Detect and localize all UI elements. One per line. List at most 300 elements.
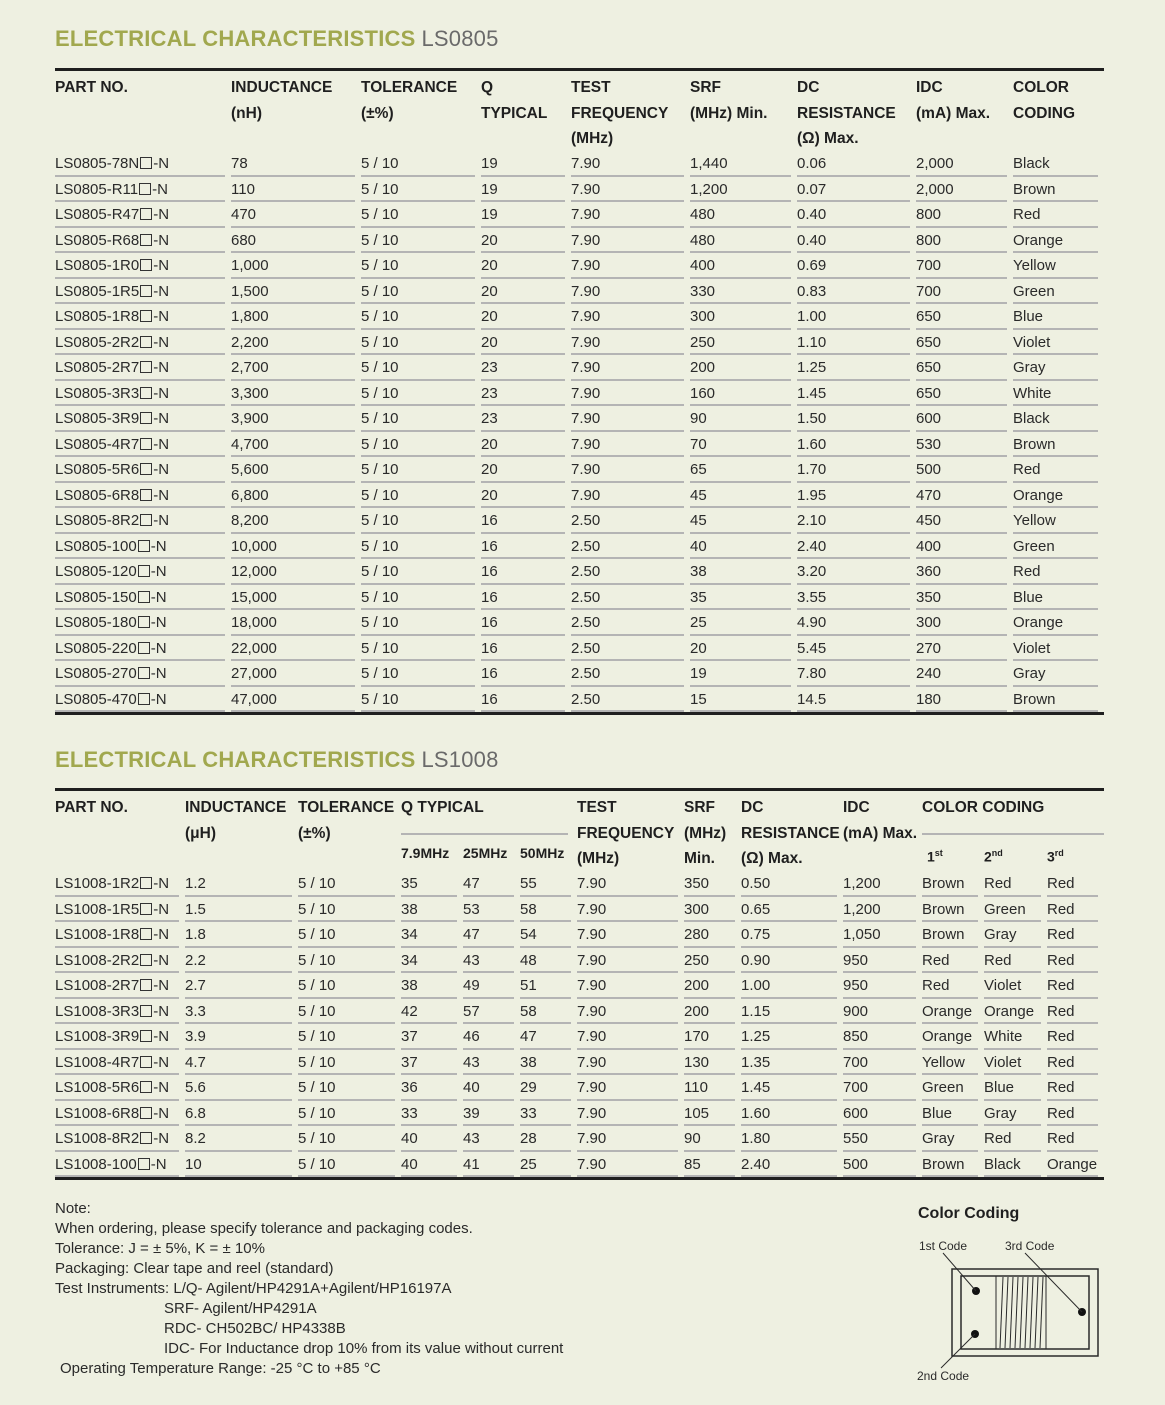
ls1008-table: [55, 788, 1104, 1180]
cell-color-coding: Orange: [1013, 228, 1104, 254]
table-body: [55, 151, 1104, 712]
code-placeholder-box: [140, 361, 152, 373]
note-line: Packaging: Clear tape and reel (standard): [55, 1260, 334, 1277]
cell-inductance: 3,900: [231, 406, 361, 432]
table-row: [55, 1126, 1104, 1152]
note-line: Note:: [55, 1200, 91, 1217]
table-row: [55, 151, 1104, 177]
cell-test-frequency: 2.50: [571, 534, 690, 560]
code-placeholder-box: [140, 387, 152, 399]
cell-color-1st: Gray: [922, 1126, 984, 1152]
cell-test-frequency: 2.50: [571, 610, 690, 636]
cell-q-7-9mhz: 42: [401, 999, 463, 1025]
table-row: [55, 432, 1104, 458]
cell-q-25mhz: 43: [463, 1050, 520, 1076]
table-row: [55, 922, 1104, 948]
cell-idc: 800: [916, 228, 1013, 254]
cell-q-7-9mhz: 36: [401, 1075, 463, 1101]
inductor-drawing: [905, 1205, 1115, 1390]
cell-q-50mhz: 55: [520, 871, 577, 897]
cell-tolerance: 5 / 10: [361, 534, 481, 560]
cell-part-no: LS0805-120 -N: [55, 559, 231, 585]
table-header: [55, 71, 1104, 151]
cell-idc: 360: [916, 559, 1013, 585]
cell-dc-resistance: 0.75: [741, 922, 843, 948]
cell-tolerance: 5 / 10: [361, 228, 481, 254]
cell-dc-resistance: 1.70: [797, 457, 916, 483]
cell-part-no: LS0805-1R8 -N: [55, 304, 231, 330]
cell-color-3rd: Red: [1047, 1075, 1104, 1101]
cell-srf: 200: [684, 973, 741, 999]
cell-inductance: 1,800: [231, 304, 361, 330]
cell-test-frequency: 2.50: [571, 559, 690, 585]
cell-color-2nd: Violet: [984, 973, 1047, 999]
cell-srf: 400: [690, 253, 797, 279]
cell-dc-resistance: 1.00: [741, 973, 843, 999]
cell-q: 20: [481, 432, 571, 458]
cell-idc: 650: [916, 355, 1013, 381]
header-test-frequency: TEST FREQUENCY (MHz): [571, 79, 669, 147]
cell-test-frequency: 7.90: [577, 1126, 684, 1152]
cell-q-7-9mhz: 38: [401, 897, 463, 923]
section-title-text: ELECTRICAL CHARACTERISTICS: [55, 747, 416, 772]
cell-color-1st: Orange: [922, 1024, 984, 1050]
cell-inductance: 2,200: [231, 330, 361, 356]
cell-inductance: 3.3: [185, 999, 298, 1025]
cell-q-7-9mhz: 35: [401, 871, 463, 897]
cell-test-frequency: 2.50: [571, 661, 690, 687]
code-placeholder-box: [140, 208, 152, 220]
cell-part-no: LS0805-270 -N: [55, 661, 231, 687]
cell-srf: 160: [690, 381, 797, 407]
cell-idc: 650: [916, 330, 1013, 356]
table-row: [55, 381, 1104, 407]
cell-idc: 1,200: [843, 871, 922, 897]
cell-test-frequency: 7.90: [577, 922, 684, 948]
cell-dc-resistance: 1.60: [741, 1101, 843, 1127]
cell-idc: 600: [916, 406, 1013, 432]
header-tolerance: TOLERANCE (±%): [361, 79, 458, 122]
cell-dc-resistance: 0.40: [797, 228, 916, 254]
cell-srf: 20: [690, 636, 797, 662]
header-dc-resistance: DC RESISTANCE (Ω) Max.: [741, 799, 840, 867]
code-placeholder-box: [140, 1107, 152, 1119]
second-code-label: 2nd Code: [917, 1369, 970, 1383]
cell-idc: 270: [916, 636, 1013, 662]
header-q: Q TYPICAL: [481, 79, 548, 122]
code-placeholder-box: [140, 1005, 152, 1017]
cell-tolerance: 5 / 10: [361, 355, 481, 381]
table-bottom-rule: [55, 1177, 1104, 1180]
cell-part-no: LS0805-1R5 -N: [55, 279, 231, 305]
cell-part-no: LS0805-2R2 -N: [55, 330, 231, 356]
code-placeholder-box: [140, 412, 152, 424]
cell-dc-resistance: 1.15: [741, 999, 843, 1025]
header-color-2nd: 2nd: [984, 848, 1003, 865]
color-coding-diagram: [905, 1205, 1115, 1390]
cell-test-frequency: 2.50: [571, 636, 690, 662]
table-bottom-rule: [55, 712, 1104, 715]
cell-color-1st: Red: [922, 973, 984, 999]
cell-inductance: 47,000: [231, 687, 361, 713]
cell-inductance: 10: [185, 1152, 298, 1178]
cell-color-3rd: Red: [1047, 1101, 1104, 1127]
cell-color-coding: Black: [1013, 151, 1104, 177]
cell-q: 19: [481, 151, 571, 177]
cell-color-coding: Black: [1013, 406, 1104, 432]
cell-inductance: 1.5: [185, 897, 298, 923]
cell-color-coding: Yellow: [1013, 508, 1104, 534]
cell-color-coding: Brown: [1013, 177, 1104, 203]
cell-dc-resistance: 1.10: [797, 330, 916, 356]
header-part-no: PART NO.: [55, 79, 128, 96]
table-row: [55, 202, 1104, 228]
note-line-indented: IDC- For Inductance drop 10% from its value without current: [164, 1340, 564, 1357]
cell-q: 20: [481, 228, 571, 254]
header-color-1st: 1st: [927, 848, 943, 865]
table-row: [55, 177, 1104, 203]
header-srf: SRF (MHz) Min.: [690, 79, 768, 122]
cell-test-frequency: 7.90: [571, 279, 690, 305]
table-row: [55, 610, 1104, 636]
cell-tolerance: 5 / 10: [298, 948, 401, 974]
cell-tolerance: 5 / 10: [298, 922, 401, 948]
cell-q-50mhz: 58: [520, 999, 577, 1025]
winding-lines: [1000, 1277, 1043, 1348]
cell-inductance: 1.2: [185, 871, 298, 897]
cell-q-7-9mhz: 34: [401, 948, 463, 974]
code-placeholder-box: [140, 954, 152, 966]
cell-q-50mhz: 58: [520, 897, 577, 923]
cell-color-coding: Green: [1013, 534, 1104, 560]
cell-part-no: LS0805-3R9 -N: [55, 406, 231, 432]
cell-tolerance: 5 / 10: [361, 508, 481, 534]
cell-color-1st: Yellow: [922, 1050, 984, 1076]
cell-srf: 300: [684, 897, 741, 923]
cell-inductance: 8,200: [231, 508, 361, 534]
cell-tolerance: 5 / 10: [298, 871, 401, 897]
cell-color-coding: Violet: [1013, 636, 1104, 662]
cell-test-frequency: 7.90: [577, 999, 684, 1025]
cell-q: 19: [481, 177, 571, 203]
cell-test-frequency: 7.90: [577, 1101, 684, 1127]
code-placeholder-box: [140, 157, 152, 169]
cell-srf: 300: [690, 304, 797, 330]
cell-q: 23: [481, 406, 571, 432]
cell-srf: 90: [690, 406, 797, 432]
table-row: [55, 973, 1104, 999]
cell-color-1st: Brown: [922, 922, 984, 948]
cell-q-50mhz: 47: [520, 1024, 577, 1050]
cell-color-3rd: Orange: [1047, 1152, 1104, 1178]
cell-color-1st: Blue: [922, 1101, 984, 1127]
cell-inductance: 27,000: [231, 661, 361, 687]
header-q-50mhz: 50MHz: [520, 845, 565, 861]
cell-color-coding: Violet: [1013, 330, 1104, 356]
cell-color-3rd: Red: [1047, 1024, 1104, 1050]
cell-inductance: 470: [231, 202, 361, 228]
first-code-label: 1st Code: [919, 1239, 968, 1253]
cell-q: 23: [481, 381, 571, 407]
cell-part-no: LS1008-3R3 -N: [55, 999, 185, 1025]
cell-idc: 700: [843, 1050, 922, 1076]
cell-part-no: LS0805-6R8 -N: [55, 483, 231, 509]
code-placeholder-box: [140, 928, 152, 940]
color-coding-title: Color Coding: [918, 1205, 1020, 1222]
cell-tolerance: 5 / 10: [361, 330, 481, 356]
cell-srf: 250: [690, 330, 797, 356]
cell-tolerance: 5 / 10: [298, 897, 401, 923]
cell-inductance: 22,000: [231, 636, 361, 662]
table-row: [55, 661, 1104, 687]
code-placeholder-box: [140, 463, 152, 475]
cell-test-frequency: 7.90: [577, 973, 684, 999]
cell-color-coding: Yellow: [1013, 253, 1104, 279]
cell-part-no: LS1008-2R2 -N: [55, 948, 185, 974]
cell-color-2nd: White: [984, 1024, 1047, 1050]
cell-srf: 15: [690, 687, 797, 713]
cell-tolerance: 5 / 10: [298, 999, 401, 1025]
note-line: When ordering, please specify tolerance and packaging codes.: [55, 1220, 473, 1237]
code-placeholder-box: [138, 642, 150, 654]
cell-idc: 350: [916, 585, 1013, 611]
cell-color-2nd: Red: [984, 871, 1047, 897]
cell-q: 16: [481, 636, 571, 662]
cell-q: 20: [481, 330, 571, 356]
cell-idc: 240: [916, 661, 1013, 687]
cell-color-coding: Orange: [1013, 483, 1104, 509]
cell-srf: 1,200: [690, 177, 797, 203]
cell-q-25mhz: 43: [463, 1126, 520, 1152]
cell-dc-resistance: 1.60: [797, 432, 916, 458]
cell-tolerance: 5 / 10: [361, 279, 481, 305]
cell-inductance: 2,700: [231, 355, 361, 381]
cell-tolerance: 5 / 10: [361, 483, 481, 509]
cell-dc-resistance: 0.50: [741, 871, 843, 897]
cell-inductance: 78: [231, 151, 361, 177]
table-row: [55, 508, 1104, 534]
cell-idc: 2,000: [916, 177, 1013, 203]
cell-inductance: 4,700: [231, 432, 361, 458]
cell-idc: 650: [916, 304, 1013, 330]
cell-q-50mhz: 38: [520, 1050, 577, 1076]
cell-test-frequency: 7.90: [577, 948, 684, 974]
q-header-underline: [401, 833, 568, 835]
cell-dc-resistance: 3.20: [797, 559, 916, 585]
cell-idc: 300: [916, 610, 1013, 636]
cell-idc: 400: [916, 534, 1013, 560]
cell-test-frequency: 7.90: [577, 1050, 684, 1076]
cell-tolerance: 5 / 10: [361, 661, 481, 687]
cell-q-25mhz: 53: [463, 897, 520, 923]
cell-tolerance: 5 / 10: [298, 1075, 401, 1101]
table-row: [55, 457, 1104, 483]
cell-test-frequency: 7.90: [571, 355, 690, 381]
cell-srf: 110: [684, 1075, 741, 1101]
cell-color-coding: Gray: [1013, 355, 1104, 381]
header-color-coding: COLOR CODING: [1013, 79, 1075, 122]
cell-inductance: 680: [231, 228, 361, 254]
cell-test-frequency: 2.50: [571, 687, 690, 713]
cell-srf: 250: [684, 948, 741, 974]
cell-dc-resistance: 0.06: [797, 151, 916, 177]
code-placeholder-box: [140, 489, 152, 501]
cell-q-25mhz: 47: [463, 922, 520, 948]
cell-q-7-9mhz: 40: [401, 1152, 463, 1178]
table-row: [55, 687, 1104, 713]
table-row: [55, 585, 1104, 611]
note-line: Tolerance: J = ± 5%, K = ± 10%: [55, 1240, 265, 1257]
cell-color-2nd: Red: [984, 1126, 1047, 1152]
cell-tolerance: 5 / 10: [361, 202, 481, 228]
cell-dc-resistance: 14.5: [797, 687, 916, 713]
cell-dc-resistance: 1.80: [741, 1126, 843, 1152]
cell-dc-resistance: 0.40: [797, 202, 916, 228]
cell-color-2nd: Blue: [984, 1075, 1047, 1101]
cell-dc-resistance: 2.40: [797, 534, 916, 560]
cell-color-coding: Blue: [1013, 585, 1104, 611]
code-placeholder-box: [140, 285, 152, 297]
cell-q-25mhz: 46: [463, 1024, 520, 1050]
header-idc: IDC (mA) Max.: [916, 79, 991, 122]
cell-inductance: 12,000: [231, 559, 361, 585]
cell-part-no: LS0805-4R7 -N: [55, 432, 231, 458]
code-placeholder-box: [138, 693, 150, 705]
cell-inductance: 1.8: [185, 922, 298, 948]
cell-idc: 900: [843, 999, 922, 1025]
third-code-leader: [1025, 1253, 1082, 1312]
cell-dc-resistance: 4.90: [797, 610, 916, 636]
cell-dc-resistance: 0.07: [797, 177, 916, 203]
cell-q: 16: [481, 508, 571, 534]
cell-idc: 650: [916, 381, 1013, 407]
cell-dc-resistance: 1.25: [741, 1024, 843, 1050]
cell-test-frequency: 7.90: [571, 457, 690, 483]
cell-inductance: 15,000: [231, 585, 361, 611]
code-placeholder-box: [140, 903, 152, 915]
cell-color-3rd: Red: [1047, 897, 1104, 923]
cell-inductance: 5.6: [185, 1075, 298, 1101]
cell-part-no: LS1008-1R8 -N: [55, 922, 185, 948]
header-color-coding: COLOR CODING: [922, 799, 1045, 816]
cell-inductance: 110: [231, 177, 361, 203]
cell-color-2nd: Green: [984, 897, 1047, 923]
header-test-frequency: TEST FREQUENCY (MHz): [577, 799, 675, 867]
cell-part-no: LS1008-8R2 -N: [55, 1126, 185, 1152]
cell-q-7-9mhz: 40: [401, 1126, 463, 1152]
note-line-indented: SRF- Agilent/HP4291A: [164, 1300, 317, 1317]
cell-q: 20: [481, 304, 571, 330]
header-q-7-9mhz: 7.9MHz: [401, 845, 450, 861]
cell-inductance: 3,300: [231, 381, 361, 407]
cell-inductance: 6,800: [231, 483, 361, 509]
cell-srf: 480: [690, 202, 797, 228]
code-placeholder-box: [140, 979, 152, 991]
code-placeholder-box: [138, 540, 150, 552]
cell-part-no: LS0805-100 -N: [55, 534, 231, 560]
code-placeholder-box: [138, 1158, 150, 1170]
cell-test-frequency: 7.90: [577, 1152, 684, 1178]
code-placeholder-box: [140, 438, 152, 450]
cell-idc: 700: [916, 253, 1013, 279]
cell-srf: 1,440: [690, 151, 797, 177]
cell-dc-resistance: 1.25: [797, 355, 916, 381]
table-row: [55, 1075, 1104, 1101]
second-code-leader: [941, 1334, 975, 1368]
cell-q-25mhz: 49: [463, 973, 520, 999]
cell-test-frequency: 7.90: [571, 253, 690, 279]
header-q-25mhz: 25MHz: [463, 845, 508, 861]
cell-srf: 480: [690, 228, 797, 254]
table-body: [55, 871, 1104, 1177]
cell-tolerance: 5 / 10: [361, 559, 481, 585]
cell-part-no: LS1008-5R6 -N: [55, 1075, 185, 1101]
cell-tolerance: 5 / 10: [298, 1101, 401, 1127]
cell-inductance: 5,600: [231, 457, 361, 483]
cell-idc: 530: [916, 432, 1013, 458]
cell-part-no: LS0805-5R6 -N: [55, 457, 231, 483]
cell-idc: 700: [916, 279, 1013, 305]
code-placeholder-box: [140, 514, 152, 526]
cell-color-coding: Red: [1013, 202, 1104, 228]
cell-tolerance: 5 / 10: [361, 151, 481, 177]
cell-part-no: LS1008-6R8 -N: [55, 1101, 185, 1127]
cell-srf: 19: [690, 661, 797, 687]
header-inductance: INDUCTANCE (nH): [231, 79, 333, 122]
ls0805-table: [55, 68, 1104, 715]
cell-q-50mhz: 54: [520, 922, 577, 948]
cell-tolerance: 5 / 10: [361, 253, 481, 279]
cell-color-1st: Green: [922, 1075, 984, 1101]
cell-test-frequency: 7.90: [571, 304, 690, 330]
cell-tolerance: 5 / 10: [361, 406, 481, 432]
cell-tolerance: 5 / 10: [361, 585, 481, 611]
cell-q-25mhz: 40: [463, 1075, 520, 1101]
cell-tolerance: 5 / 10: [361, 381, 481, 407]
cell-dc-resistance: 3.55: [797, 585, 916, 611]
cell-q: 16: [481, 585, 571, 611]
table-row: [55, 948, 1104, 974]
cell-q: 16: [481, 534, 571, 560]
cell-color-coding: Red: [1013, 559, 1104, 585]
cell-color-1st: Brown: [922, 871, 984, 897]
cell-color-coding: White: [1013, 381, 1104, 407]
table-row: [55, 1050, 1104, 1076]
cell-tolerance: 5 / 10: [298, 1152, 401, 1178]
cell-tolerance: 5 / 10: [361, 457, 481, 483]
cell-part-no: LS1008-3R9 -N: [55, 1024, 185, 1050]
cell-srf: 90: [684, 1126, 741, 1152]
cell-dc-resistance: 0.83: [797, 279, 916, 305]
cell-dc-resistance: 1.45: [797, 381, 916, 407]
cell-q: 16: [481, 661, 571, 687]
header-srf: SRF (MHz) Min.: [684, 799, 727, 867]
cell-color-coding: Brown: [1013, 687, 1104, 713]
cell-test-frequency: 7.90: [571, 228, 690, 254]
table-row: [55, 355, 1104, 381]
cell-srf: 38: [690, 559, 797, 585]
table-row: [55, 1152, 1104, 1178]
cell-srf: 35: [690, 585, 797, 611]
cell-part-no: LS0805-220 -N: [55, 636, 231, 662]
cell-part-no: LS0805-470 -N: [55, 687, 231, 713]
cell-q: 20: [481, 253, 571, 279]
cell-q-50mhz: 48: [520, 948, 577, 974]
cell-color-2nd: Gray: [984, 1101, 1047, 1127]
cell-part-no: LS0805-1R0 -N: [55, 253, 231, 279]
cell-test-frequency: 7.90: [571, 432, 690, 458]
cell-color-coding: Orange: [1013, 610, 1104, 636]
